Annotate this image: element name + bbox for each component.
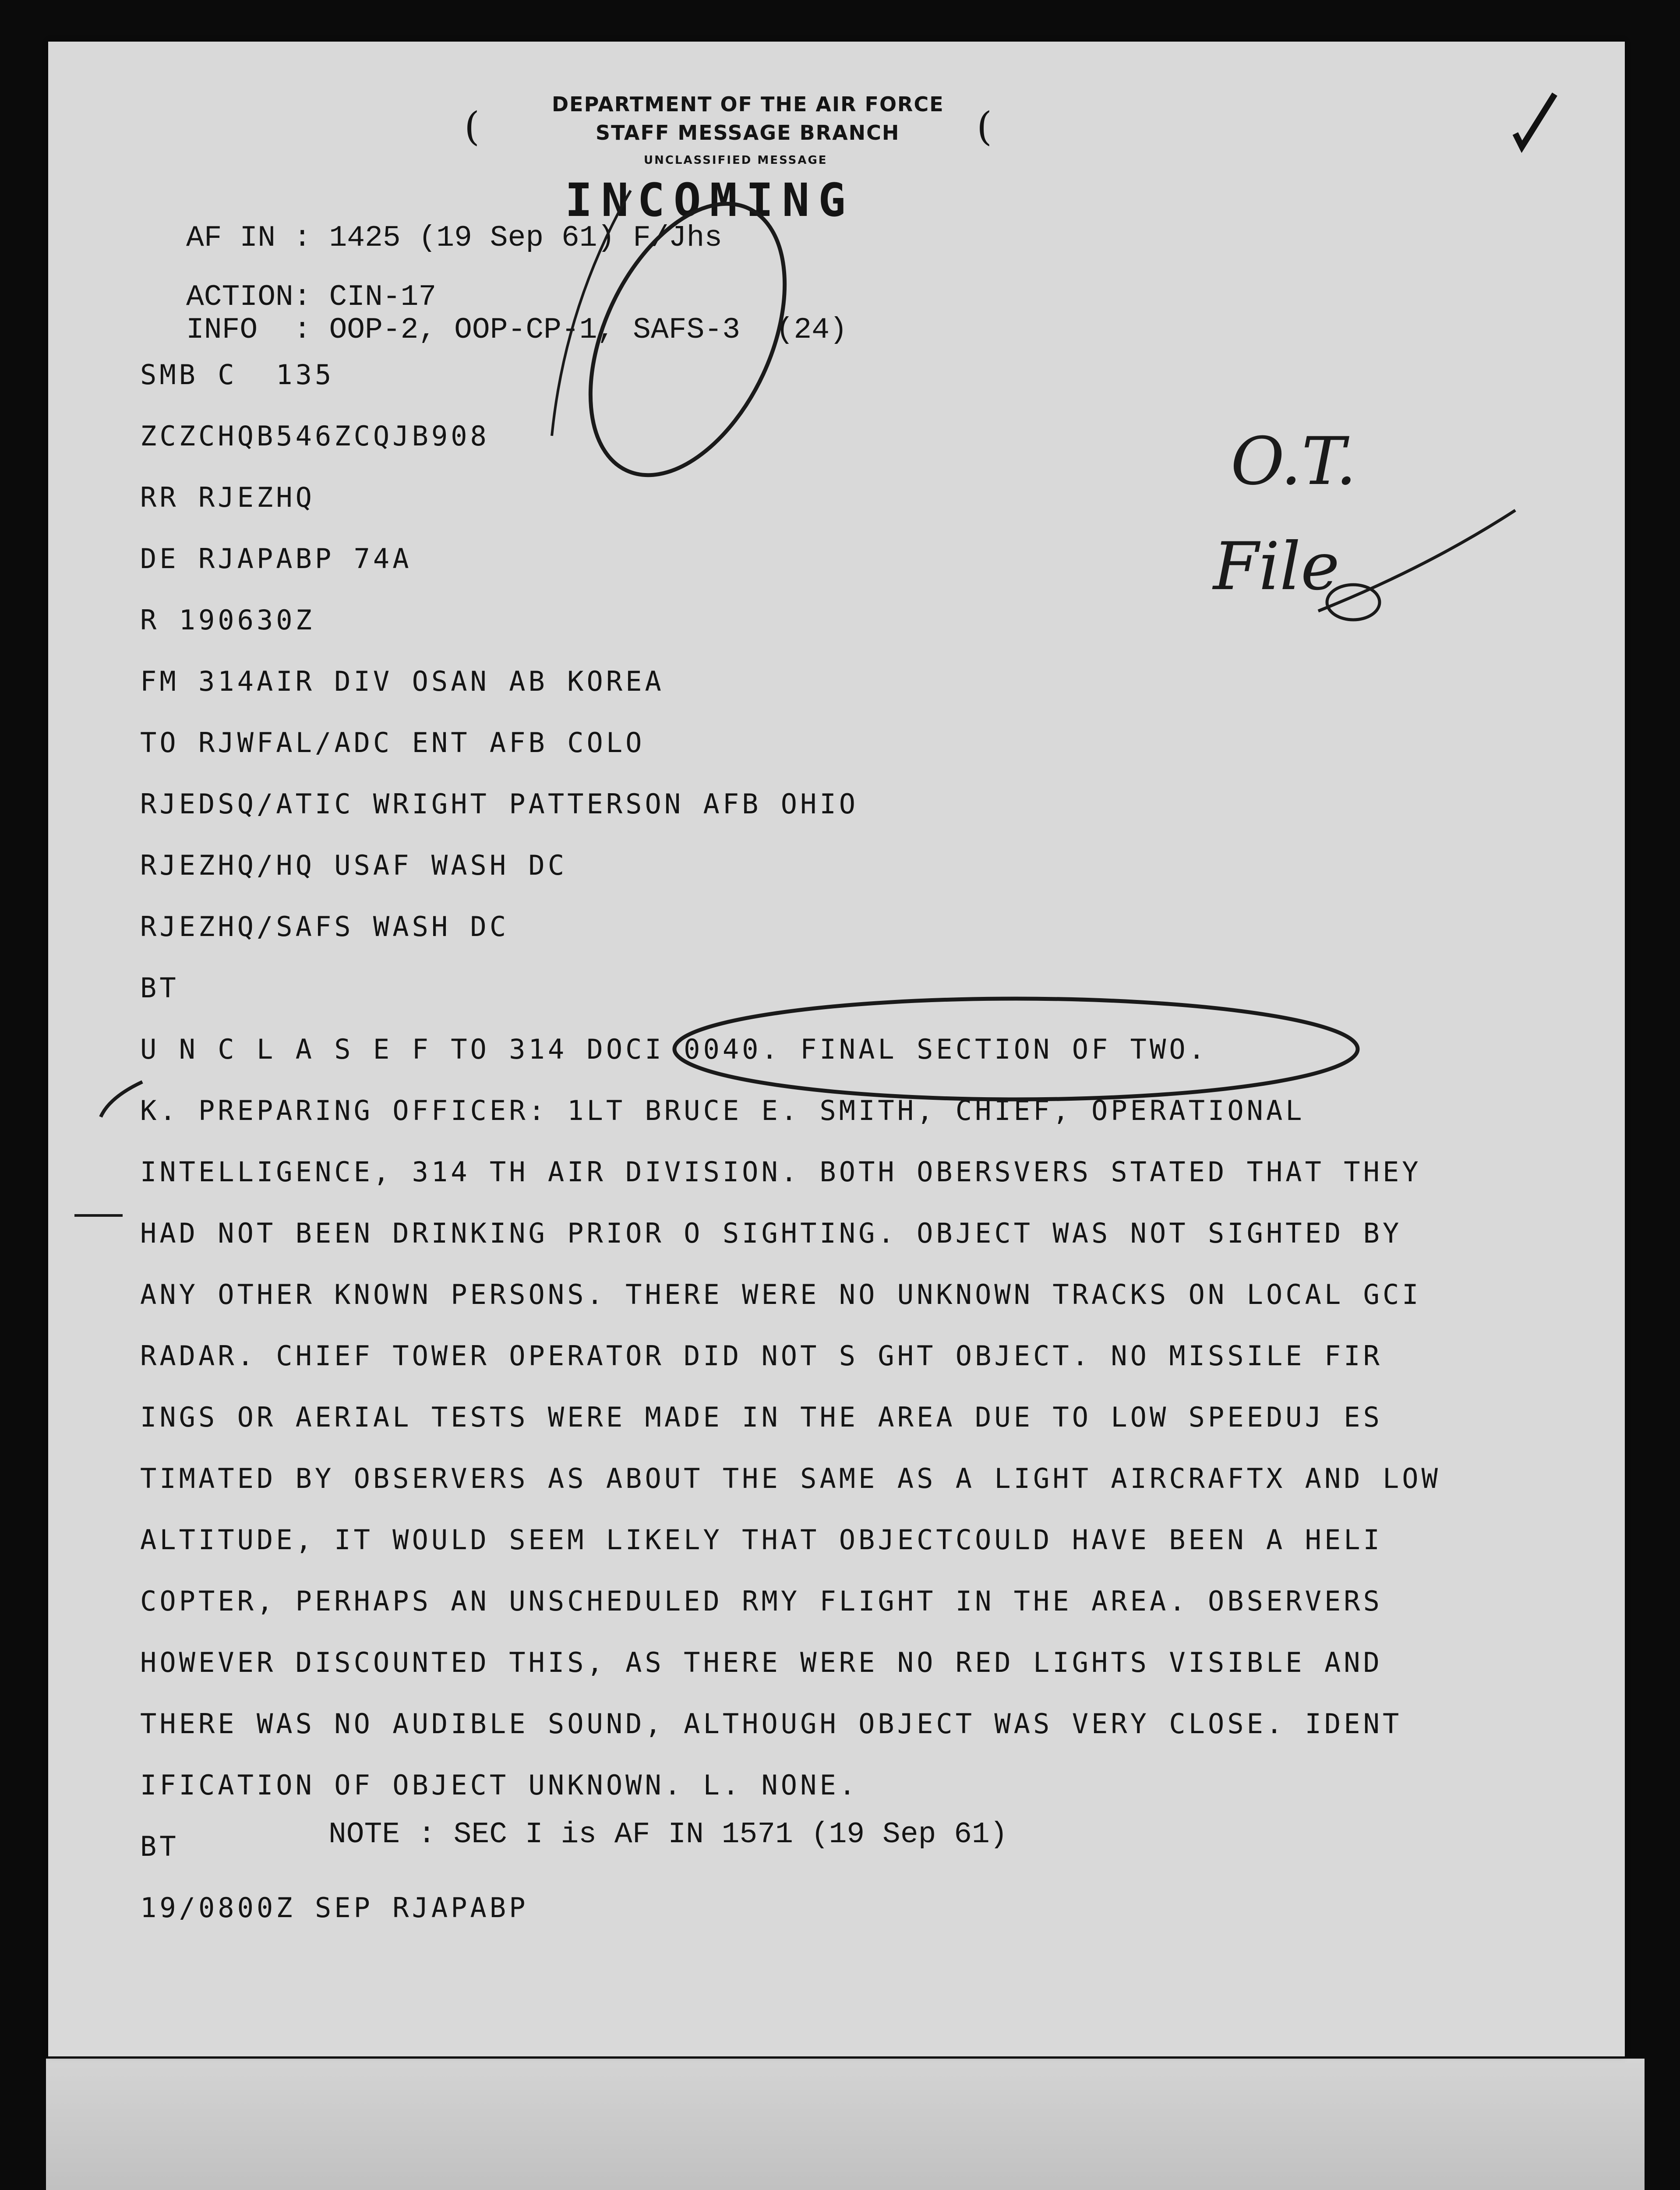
right-paren-mark: ( (977, 104, 992, 150)
left-paren-mark: ( (464, 104, 480, 150)
message-line: ALTITUDE, IT WOULD SEEM LIKELY THAT OBJECTCOULD HAVE BEEN A HELI (140, 1524, 1383, 1556)
department-header: DEPARTMENT OF THE AIR FORCE (552, 92, 944, 116)
routing-circle-mark (551, 173, 824, 506)
message-line: BT (140, 972, 179, 1004)
message-line: COPTER, PERHAPS AN UNSCHEDULED RMY FLIGHT IN THE AREA. OBSERVERS (140, 1585, 1383, 1617)
message-line: HAD NOT BEEN DRINKING PRIOR O SIGHTING. OBJECT WAS NOT SIGHTED BY (140, 1217, 1402, 1249)
message-line: INGS OR AERIAL TESTS WERE MADE IN THE AREA DUE TO LOW SPEEDUJ ES (140, 1401, 1383, 1433)
action-line: ACTION: CIN-17 (186, 280, 437, 314)
message-line: TO RJWFAL/ADC ENT AFB COLO (140, 727, 645, 759)
message-line: FM 314AIR DIV OSAN AB KOREA (140, 665, 664, 697)
message-line: DE RJAPABP 74A (140, 543, 412, 575)
message-line: RR RJEZHQ (140, 481, 315, 513)
branch-header: STAFF MESSAGE BRANCH (596, 121, 900, 145)
message-line: RJEZHQ/HQ USAF WASH DC (140, 849, 568, 881)
handwritten-file: File (1213, 529, 1340, 605)
message-line: RJEZHQ/SAFS WASH DC (140, 911, 509, 943)
message-line: BT (140, 1830, 179, 1862)
section-note: NOTE : SEC I is AF IN 1571 (19 Sep 61) (328, 1818, 1008, 1851)
message-line: HOWEVER DISCOUNTED THIS, AS THERE WERE NO RED LIGHTS VISIBLE AND (140, 1646, 1383, 1678)
backing-sheet (46, 2059, 1645, 2190)
handwritten-ot: O.T. (1231, 424, 1357, 500)
message-line: RJEDSQ/ATIC WRIGHT PATTERSON AFB OHIO (140, 788, 859, 820)
message-line: INTELLIGENCE, 314 TH AIR DIVISION. BOTH OBERSVERS STATED THAT THEY (140, 1156, 1422, 1188)
message-line: SMB C 135 (140, 359, 335, 391)
message-line: THERE WAS NO AUDIBLE SOUND, ALTHOUGH OBJECT WAS VERY CLOSE. IDENT (140, 1708, 1402, 1740)
incoming-heading: INCOMING (565, 173, 854, 227)
margin-bracket-mark (101, 1082, 142, 1117)
af-in-line: AF IN : 1425 (19 Sep 61) F/Jhs (186, 221, 723, 255)
document-page (48, 42, 1625, 2056)
message-line: K. PREPARING OFFICER: 1LT BRUCE E. SMITH, CHIEF, OPERATIONAL (140, 1095, 1305, 1127)
message-line: RADAR. CHIEF TOWER OPERATOR DID NOT S GHT OBJECT. NO MISSILE FIR (140, 1340, 1383, 1372)
final-section-oval-mark (674, 999, 1358, 1099)
message-line: R 190630Z (140, 604, 315, 636)
check-mark-icon (1515, 94, 1555, 147)
message-line: 19/0800Z SEP RJAPABP (140, 1892, 529, 1924)
message-line: U N C L A S E F TO 314 DOCI 0040. FINAL SECTION OF TWO. (140, 1033, 1208, 1065)
message-line: IFICATION OF OBJECT UNKNOWN. L. NONE. (140, 1769, 859, 1801)
file-underline-mark (1318, 510, 1515, 611)
message-line: ZCZCHQB546ZCQJB908 (140, 420, 490, 452)
message-line: ANY OTHER KNOWN PERSONS. THERE WERE NO UNKNOWN TRACKS ON LOCAL GCI (140, 1279, 1422, 1310)
handwritten-marks (48, 42, 1625, 2056)
classification-header: UNCLASSIFIED MESSAGE (644, 154, 828, 167)
message-line: TIMATED BY OBSERVERS AS ABOUT THE SAME AS A LIGHT AIRCRAFTX AND LOW (140, 1462, 1441, 1494)
info-line: INFO : OOP-2, OOP-CP-1, SAFS-3 (24) (186, 313, 847, 347)
